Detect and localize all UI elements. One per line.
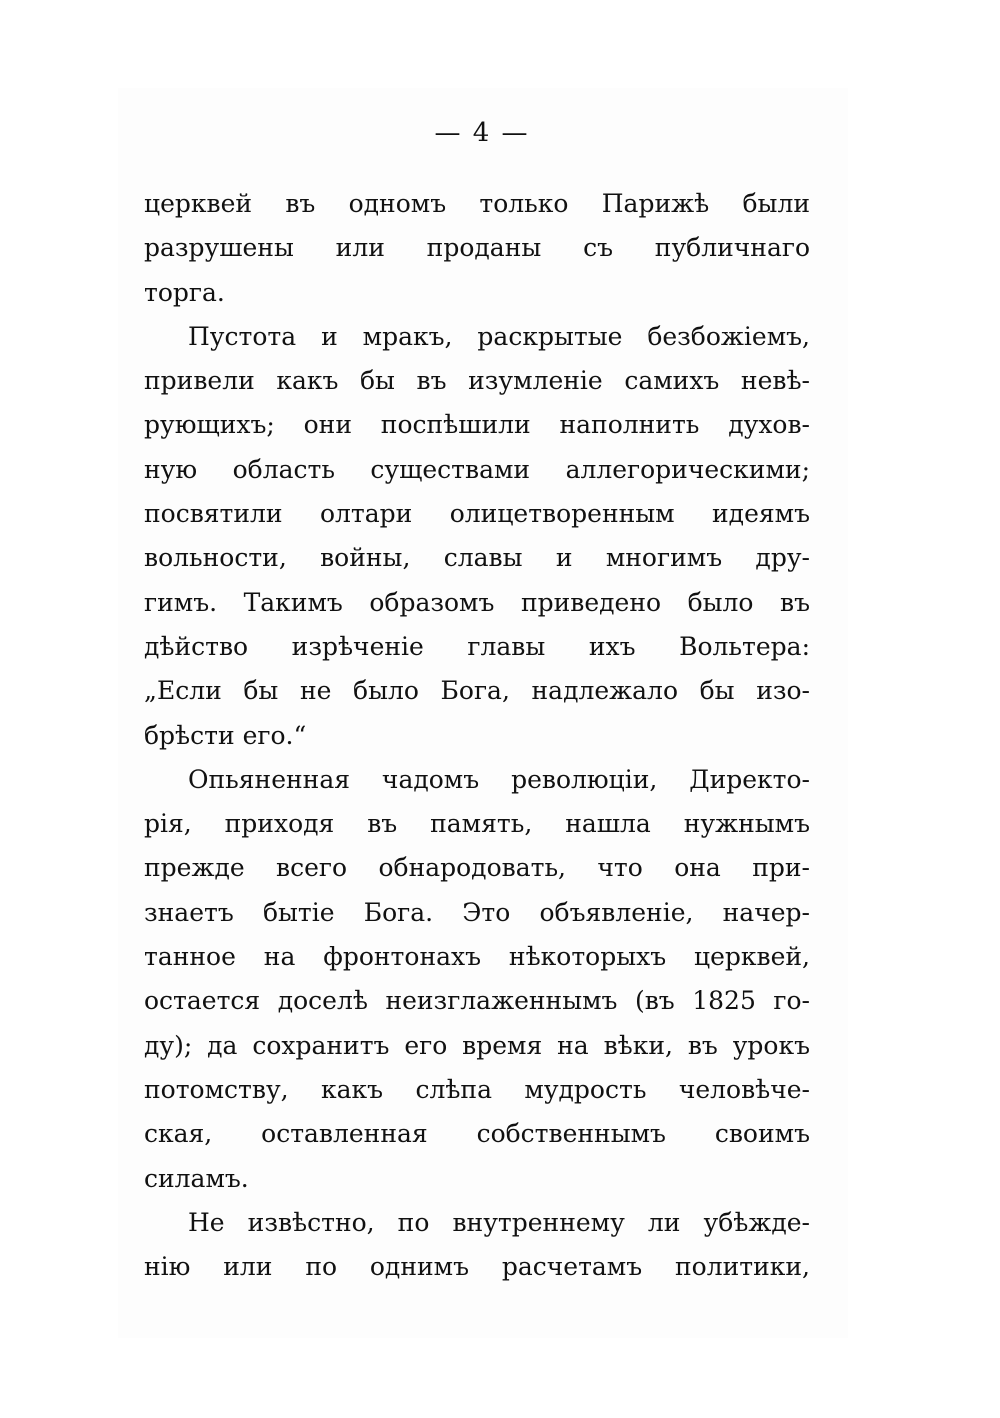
paragraph-1 bbox=[144, 182, 810, 315]
text-line: ская, оставленная собственнымъ своимъ bbox=[144, 1119, 810, 1149]
text-line: брѣсти его.“ bbox=[144, 720, 307, 750]
text-line: гимъ. Такимъ образомъ приведено было въ bbox=[144, 587, 810, 617]
text-line: ду); да сохранитъ его время на вѣки, въ урокъ bbox=[144, 1030, 810, 1060]
paragraph-4 bbox=[144, 1201, 810, 1290]
text-line: потомству, какъ слѣпа мудрость человѣче- bbox=[144, 1074, 810, 1104]
text-line: „Если бы не было Бога, надлежало бы изо- bbox=[144, 676, 810, 706]
text-line: нію или по однимъ расчетамъ политики, bbox=[144, 1252, 810, 1282]
body-text bbox=[144, 182, 810, 1289]
text-line: рующихъ; они поспѣшили наполнить духов- bbox=[144, 410, 810, 440]
text-line: Пустота и мракъ, раскрытые безбожіемъ, bbox=[188, 321, 810, 351]
text-line: Не извѣстно, по внутреннему ли убѣжде- bbox=[188, 1207, 810, 1237]
text-line: Опьяненная чадомъ революціи, Директо- bbox=[188, 764, 810, 794]
text-line: привели какъ бы въ изумленіе самихъ невѣ- bbox=[144, 366, 810, 396]
page-number: — 4 — bbox=[434, 118, 530, 148]
text-line: прежде всего обнародовать, что она при- bbox=[144, 853, 810, 883]
text-line: рія, приходя въ память, нашла нужнымъ bbox=[144, 809, 810, 839]
text-line: вольности, войны, славы и многимъ дру- bbox=[144, 543, 810, 573]
text-line: ную область существами аллегорическими; bbox=[144, 454, 810, 484]
text-line: силамъ. bbox=[144, 1163, 249, 1193]
text-line: церквей въ одномъ только Парижѣ были bbox=[144, 189, 810, 218]
text-line: знаетъ бытіе Бога. Это объявленіе, начер- bbox=[144, 897, 810, 927]
paragraph-2 bbox=[144, 315, 810, 758]
text-line: остается доселѣ неизглаженнымъ (въ 1825 го- bbox=[144, 986, 810, 1016]
paragraph-3 bbox=[144, 758, 810, 1201]
text-line: дѣйство изрѣченіе главы ихъ Вольтера: bbox=[144, 631, 810, 661]
text-line: торга. bbox=[144, 277, 225, 307]
text-line: посвятили олтари олицетворенным идеямъ bbox=[144, 499, 810, 529]
text-line: разрушены или проданы съ публичнаго bbox=[144, 233, 810, 263]
text-line: танное на фронтонахъ нѣкоторыхъ церквей, bbox=[144, 942, 810, 972]
